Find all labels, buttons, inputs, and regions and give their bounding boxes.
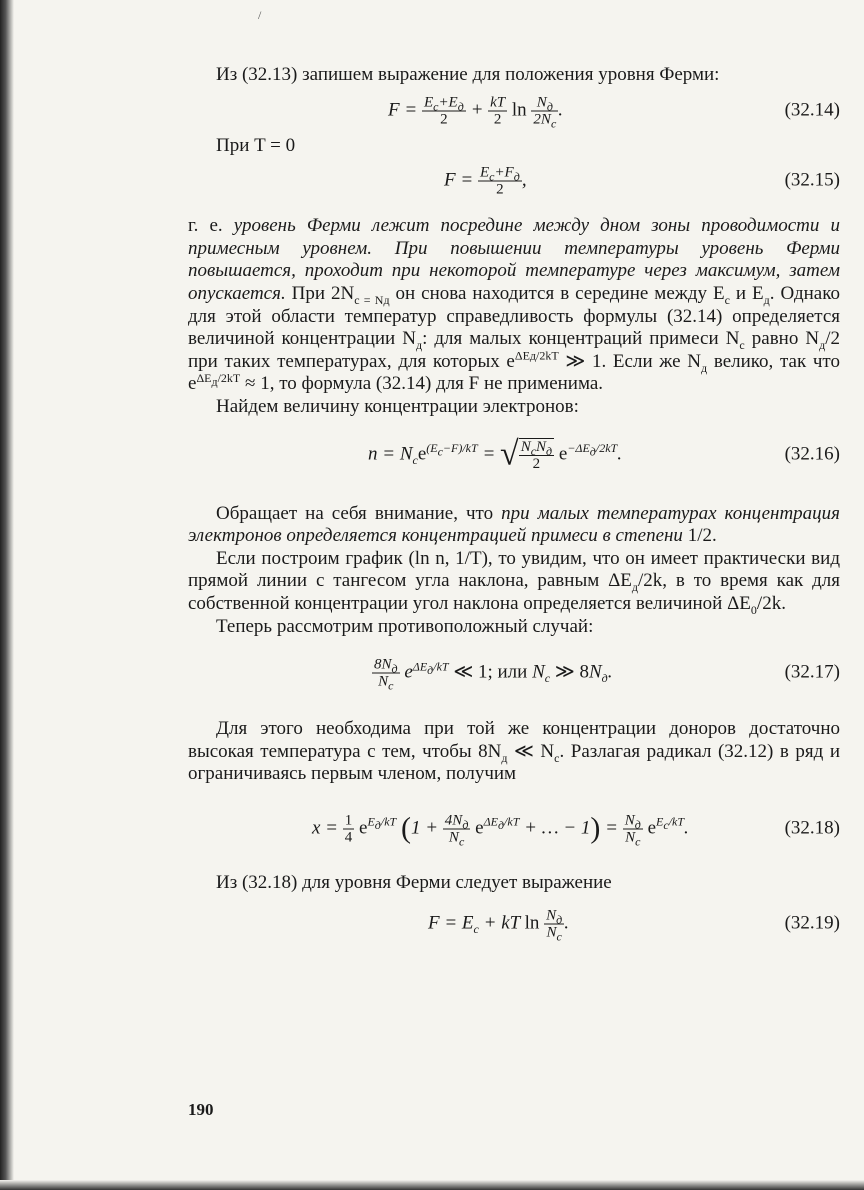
subscript: д <box>701 360 708 375</box>
formula-32-17: $\frac{8N_д}{N_c}$ $e^{\Delta E_д/kT}$ ≪ 1; или $N_c$ ≫ $8N_д$. <box>374 656 613 693</box>
text-run: ≪ N <box>507 740 555 762</box>
text-run: Если построим график (ln n, 1/T), то увидим, что он имеет практически вид прямой линии с тангесом угла наклона, равным ΔE <box>188 547 840 592</box>
paragraph-1: Из (32.13) запишем выражение для положения уровня Ферми: <box>216 64 720 85</box>
text-run: : для малых концентраций примеси N <box>422 328 740 350</box>
equation-32-16 <box>188 419 840 491</box>
text-run: г. е. <box>188 215 234 237</box>
equation-number: (32.14) <box>784 99 840 121</box>
paragraph-7: Теперь рассмотрим противоположный случай: <box>216 615 594 637</box>
italic-run: уровень Ферми лежит посредине между дном зоны проводимости и примесным уровнем. При повышении температуры уровень Ферми повышается, проходит при некоторой температуре через максимум, затем опускается. <box>188 215 840 304</box>
text-run: и E <box>729 282 764 304</box>
text-run: равно N <box>744 328 820 350</box>
equation-number: (32.19) <box>784 913 840 935</box>
paragraph-5 <box>188 503 840 548</box>
exponent: ΔEд/2kT <box>514 348 559 363</box>
text-run: ≫ 1. Если же N <box>558 350 702 372</box>
subscript: д <box>383 292 390 307</box>
text-run: Для этого необходима при той же концентрации доноров достаточно высокая температура с тем, чтобы 8N <box>188 718 840 762</box>
text-run: велико, так что e <box>188 350 840 395</box>
formula-32-15: F = $\frac{E_c+F_д}{2}$ , <box>444 164 527 198</box>
subscript: c <box>554 750 560 765</box>
page-body <box>188 64 840 954</box>
stray-mark: / <box>258 8 262 22</box>
text-run: При 2N <box>285 282 355 304</box>
equation-number: (32.17) <box>784 661 840 683</box>
subscript: c <box>724 292 730 307</box>
equation-32-15 <box>188 157 840 205</box>
paragraph-2: При T = 0 <box>216 134 296 156</box>
formula-32-18: x = $\frac{1}{4}$ $e^{E_д/kT}$ (1 + $\frac{4N_д}{N_c}$ $e^{\Delta E_д/kT}$ + … − 1) = $\frac{N_д}{N_c}$ $e^{E_c/kT}$. <box>312 811 689 849</box>
text-run: он снова находится в середине между E <box>389 282 725 304</box>
text-run: ≈ 1, то формула (32.14) для F не применима. <box>240 373 604 395</box>
page-number: 190 <box>188 1100 214 1119</box>
paragraph-4: Найдем величину концентрации электронов: <box>216 395 579 417</box>
text-run: /2 при таких температурах, для которых e <box>188 328 841 372</box>
equation-number: (32.18) <box>784 817 840 839</box>
equation-number: (32.16) <box>784 443 840 465</box>
equation-32-17 <box>188 638 840 708</box>
subscript: д <box>763 292 770 307</box>
text-run: /2k, в то время как для собственной концентрации угол наклона определяется величиной ΔE <box>188 570 840 614</box>
paragraph-3 <box>188 215 840 396</box>
subscript: c <box>739 337 745 352</box>
text-or: ; или <box>487 661 533 683</box>
paragraph-6 <box>188 548 840 616</box>
equation-number: (32.15) <box>784 169 840 191</box>
paragraph-8 <box>188 718 840 786</box>
formula-32-14: F = $\frac{E_c+E_д}{2}$ + $\frac{kT}{2}$ ln $\frac{N_д}{2N_c}$ . <box>388 94 564 131</box>
text-run: /2k. <box>756 592 786 614</box>
italic-run: при малых температурах концентрация электронов определяется концентрацией примеси в степени <box>188 502 841 547</box>
subscript: 0 <box>750 602 757 617</box>
text-run: . Разлагая радикал (32.12) в ряд и ограничиваясь первым членом, получим <box>188 740 840 785</box>
subscript: д <box>501 750 508 765</box>
formula-32-19: $F = E_c$ + kT ln $\frac{N_д}{N_c}$ . <box>428 907 569 944</box>
subscript: д <box>415 337 423 352</box>
subscript: c = N <box>354 292 384 307</box>
formula-32-16: $n = N_ce^{(E_c-F)/kT}$ = √ $\frac{N_cN_д}{2}$ $e^{-\Delta E_д/2kT}$. <box>368 435 622 473</box>
equation-32-14 <box>188 87 840 135</box>
scan-edge-bottom <box>0 1180 864 1190</box>
exponent: ΔEд/2kT <box>196 371 241 389</box>
text-run: Обращает на себя внимание, что <box>216 502 502 524</box>
subscript: д <box>631 580 639 595</box>
equation-32-19 <box>188 894 840 954</box>
text-run: . Однако для этой области температур справедливость формулы (32.14) определяется величиной концентрации N <box>188 282 840 350</box>
equation-32-18 <box>188 786 840 872</box>
scan-edge-left <box>0 0 14 1190</box>
subscript: д <box>819 337 826 352</box>
text-run: 1/2. <box>682 525 717 547</box>
paragraph-9: Из (32.18) для уровня Ферми следует выражение <box>216 871 612 893</box>
